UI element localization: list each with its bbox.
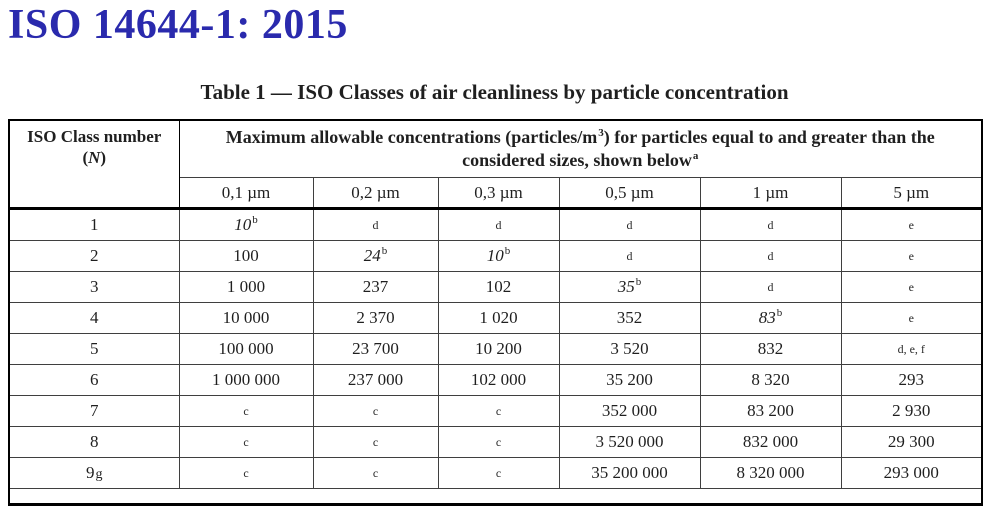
concentration-cell: d [438, 209, 559, 241]
concentration-cell: 10$^b$ [438, 241, 559, 272]
concentration-cell: c [313, 427, 438, 458]
iso-class-cell: 5 [9, 334, 179, 365]
concentration-cell: c [313, 458, 438, 489]
max-concentration-header: Maximum allowable concentrations $(particles/m^3)$ for particles equal to and greater than the considered sizes, shown below$^a$ [179, 120, 982, 178]
concentration-cell: e [841, 241, 982, 272]
header-row-main [9, 120, 982, 178]
concentration-cell: d [559, 241, 700, 272]
size-col-header-5um: 5 µm [841, 178, 982, 209]
concentration-cell: 23 700 [313, 334, 438, 365]
table-row [9, 303, 982, 334]
concentration-cell: c [438, 427, 559, 458]
iso-class-cell: 9g [9, 458, 179, 489]
concentration-cell: 10 200 [438, 334, 559, 365]
concentration-cell: 3 520 [559, 334, 700, 365]
table-row [9, 241, 982, 272]
concentration-cell: 2 930 [841, 396, 982, 427]
table-notes-stub [9, 489, 982, 505]
size-col-header-0-2um: 0,2 µm [313, 178, 438, 209]
concentration-cell: 102 000 [438, 365, 559, 396]
concentration-cell: 100 000 [179, 334, 313, 365]
concentration-cell: 1 000 000 [179, 365, 313, 396]
iso-class-header-line1: ISO Class number [27, 127, 162, 146]
concentration-cell: 832 [700, 334, 841, 365]
concentration-cell: d, e, f [841, 334, 982, 365]
concentration-cell: c [313, 396, 438, 427]
iso-class-cell: 8 [9, 427, 179, 458]
concentration-cell: 237 000 [313, 365, 438, 396]
concentration-cell: d [559, 209, 700, 241]
concentration-cell: 83 200 [700, 396, 841, 427]
concentration-cell: d [313, 209, 438, 241]
concentration-cell: c [179, 396, 313, 427]
concentration-cell: 3 520 000 [559, 427, 700, 458]
concentration-cell: 35$^b$ [559, 272, 700, 303]
concentration-cell: 83$^b$ [700, 303, 841, 334]
concentration-cell: 2 370 [313, 303, 438, 334]
iso-class-cell: 1 [9, 209, 179, 241]
concentration-cell: 1 020 [438, 303, 559, 334]
concentration-cell: 832 000 [700, 427, 841, 458]
table-row [9, 458, 982, 489]
iso-class-cell: 2 [9, 241, 179, 272]
concentration-cell: c [179, 427, 313, 458]
concentration-cell: 293 000 [841, 458, 982, 489]
iso-class-cell: 6 [9, 365, 179, 396]
concentration-cell: 352 000 [559, 396, 700, 427]
concentration-cell: 35 200 000 [559, 458, 700, 489]
concentration-cell: 29 300 [841, 427, 982, 458]
concentration-cell: 24$^b$ [313, 241, 438, 272]
table-body [9, 209, 982, 505]
page-title: ISO 14644-1: 2015 [8, 2, 348, 48]
concentration-cell: e [841, 209, 982, 241]
concentration-cell: 102 [438, 272, 559, 303]
size-col-header-0-5um: 0,5 µm [559, 178, 700, 209]
concentration-cell: 293 [841, 365, 982, 396]
iso-class-cell: 3 [9, 272, 179, 303]
iso-class-number-header [9, 120, 179, 209]
concentration-cell: 100 [179, 241, 313, 272]
table-caption: Table 1 — ISO Classes of air cleanliness by particle concentration [200, 80, 789, 104]
concentration-cell: e [841, 303, 982, 334]
concentration-cell: 352 [559, 303, 700, 334]
table-row [9, 427, 982, 458]
concentration-cell: c [438, 458, 559, 489]
concentration-cell: c [438, 396, 559, 427]
cleanliness-table [8, 119, 983, 506]
iso-class-header-line2: (N) [82, 148, 107, 168]
iso-class-cell: 4 [9, 303, 179, 334]
concentration-cell: d [700, 241, 841, 272]
concentration-cell: 237 [313, 272, 438, 303]
table-row [9, 209, 982, 241]
concentration-cell: c [179, 458, 313, 489]
concentration-cell: 8 320 [700, 365, 841, 396]
concentration-cell: 10$^b$ [179, 209, 313, 241]
table-row [9, 272, 982, 303]
size-col-header-0-3um: 0,3 µm [438, 178, 559, 209]
concentration-cell: 8 320 000 [700, 458, 841, 489]
table-row [9, 365, 982, 396]
concentration-cell: d [700, 209, 841, 241]
table-row [9, 396, 982, 427]
size-col-header-0-1um: 0,1 µm [179, 178, 313, 209]
iso-class-cell: 7 [9, 396, 179, 427]
size-col-header-1um: 1 µm [700, 178, 841, 209]
concentration-cell: 10 000 [179, 303, 313, 334]
concentration-cell: 35 200 [559, 365, 700, 396]
cleanliness-table-container [8, 119, 983, 506]
concentration-cell: 1 000 [179, 272, 313, 303]
table-notes-stub-cell [9, 489, 982, 505]
table-row [9, 334, 982, 365]
concentration-cell: e [841, 272, 982, 303]
concentration-cell: d [700, 272, 841, 303]
